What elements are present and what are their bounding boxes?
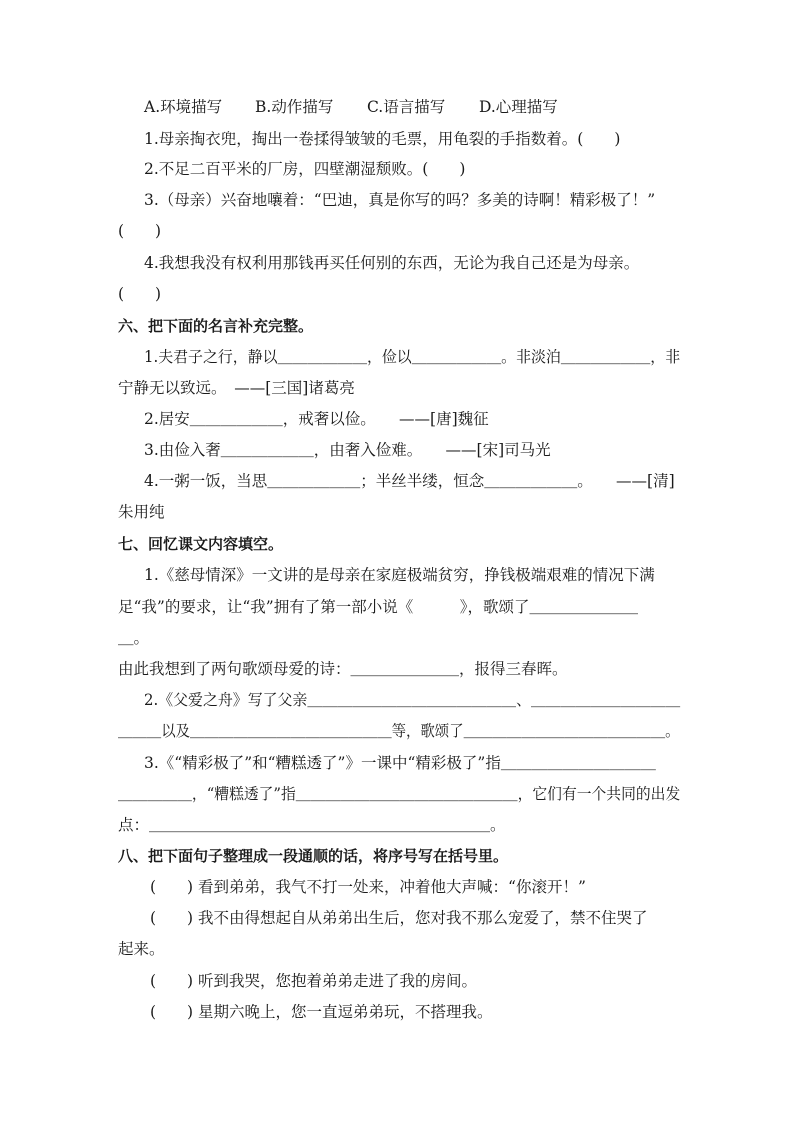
text-line: 1.《慈母情深》一文讲的是母亲在家庭极端贫穷，挣钱极端艰难的情况下满 (144, 566, 655, 584)
text-line: 朱用纯 (118, 503, 165, 521)
sentence-line: 起来。 (118, 940, 165, 958)
text-line: 点：＿＿＿＿＿＿＿＿＿＿＿＿＿＿＿＿＿＿＿＿＿＿。 (118, 816, 506, 834)
item-line: 3.（母亲）兴奋地嚷着：“巴迪，真是你写的吗？多美的诗啊！精彩极了！” (144, 191, 656, 209)
text-line: 4.一粥一饭，当思＿＿＿＿＿＿；半丝半缕，恒念＿＿＿＿＿＿。 ——[清] (144, 472, 675, 490)
section-heading: 六、把下面的名言补充完整。 (118, 317, 314, 335)
text-line: 由此我想到了两句歌颂母爱的诗：＿＿＿＿＿＿＿，报得三春晖。 (118, 660, 568, 678)
text-line: ＿＿＿以及＿＿＿＿＿＿＿＿＿＿＿＿＿＿等，歌颂了＿＿＿＿＿＿＿＿＿＿＿＿＿＿。 (118, 722, 680, 740)
answer-bracket: ( ) (118, 222, 162, 240)
text-line: 足“我”的要求，让“我”拥有了第一部小说《 》，歌颂了＿＿＿＿＿＿＿ (118, 598, 638, 616)
text-line: 1.夫君子之行，静以＿＿＿＿＿＿，俭以＿＿＿＿＿＿。非淡泊＿＿＿＿＿＿，非 (144, 348, 681, 366)
sentence-line: ( ) 星期六晚上，您一直逗弟弟玩，不搭理我。 (150, 1003, 493, 1021)
section-heading: 七、回忆课文内容填空。 (118, 535, 284, 553)
item-line: 1.母亲掏衣兜，掏出一卷揉得皱皱的毛票，用龟裂的手指数着。( ) (144, 130, 621, 148)
option-d: D.心理描写 (479, 98, 558, 116)
text-line: 3.《“精彩极了”和“糟糕透了”》一课中“精彩极了”指＿＿＿＿＿＿＿＿＿＿ (144, 754, 656, 772)
text-line: ＿＿＿＿＿，“糟糕透了”指＿＿＿＿＿＿＿＿＿＿＿＿＿＿＿，它们有一个共同的出发 (118, 785, 681, 803)
answer-bracket: ( ) (118, 285, 162, 303)
text-line: ＿。 (118, 629, 150, 647)
option-a: A.环境描写 (144, 98, 223, 116)
sentence-line: ( ) 听到我哭，您抱着弟弟走进了我的房间。 (150, 972, 478, 990)
text-line: 2.《父爱之舟》写了父亲＿＿＿＿＿＿＿＿＿＿＿＿＿＿、＿＿＿＿＿＿＿＿＿＿ (144, 691, 681, 709)
text-line: 2.居安＿＿＿＿＿＿，戒奢以俭。 ——[唐]魏征 (144, 410, 489, 428)
item-line: 2.不足二百平米的厂房，四壁潮湿颓败。( ) (144, 160, 466, 178)
sentence-line: ( ) 看到弟弟，我气不打一处来，冲着他大声喊：“你滚开！” (150, 878, 586, 896)
option-c: C.语言描写 (367, 98, 446, 116)
sentence-line: ( ) 我不由得想起自从弟弟出生后，您对我不那么宠爱了，禁不住哭了 (150, 909, 648, 927)
option-b: B.动作描写 (255, 98, 334, 116)
item-line: 4.我想我没有权利用那钱再买任何别的东西，无论为我自己还是为母亲。 (144, 254, 640, 272)
text-line: 3.由俭入奢＿＿＿＿＿＿，由奢入俭难。 ——[宋]司马光 (144, 441, 551, 459)
text-line: 宁静无以致远。 ——[三国]诸葛亮 (118, 379, 355, 397)
section-heading: 八、把下面句子整理成一段通顺的话，将序号写在括号里。 (118, 847, 509, 865)
